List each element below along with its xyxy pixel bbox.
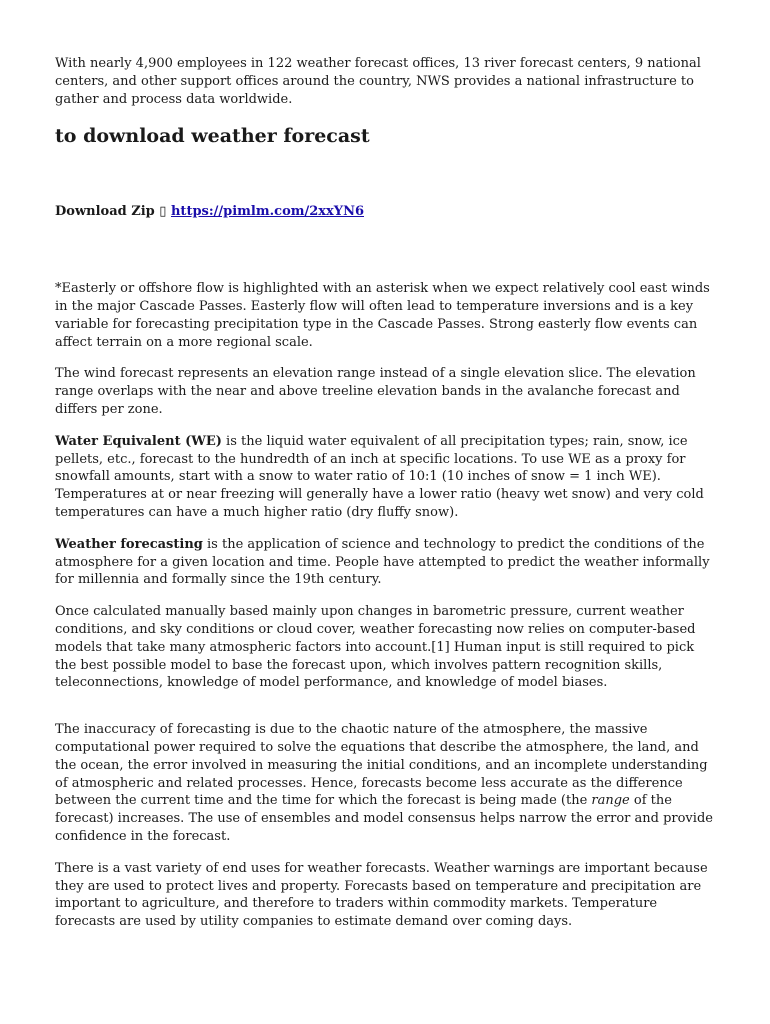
missing-glyph-icon: ▯	[159, 204, 167, 220]
inaccuracy-text-a: The inaccuracy of forecasting is due to the chaotic nature of the atmosphere, the massive computational power required to solve the equations that describe the atmosphere, the land, and the ocean, the error involved in measuring the initial conditions, and an incomplete understanding of atmospheric and related processes. Hence, forecasts become less accurate as the difference between the current time and the time for which the forecast is being made (the	[55, 722, 708, 809]
download-label: Download Zip	[55, 204, 155, 220]
water-equivalent-paragraph	[55, 433, 717, 522]
water-equivalent-body: is the liquid water equivalent of all precipitation types; rain, snow, ice pellets, etc., forecast to the hundredth of an inch at specific locations. To use WE as a proxy for snowfall amounts, start with a snow to water ratio of 10:1 (10 inches of snow = 1 inch WE). Temperatures at or near freezing will generally have a lower ratio (heavy wet snow) and very cold temperatures can have a much higher ratio (dry fluffy snow).	[55, 433, 704, 520]
intro-paragraph: With nearly 4,900 employees in 122 weather forecast offices, 13 river forecast centers, 9 national centers, and other support offices around the country, NWS provides a national infrastructure to gather and process data worldwide.	[55, 56, 701, 107]
weather-forecasting-term: Weather forecasting	[55, 536, 203, 552]
easterly-paragraph: *Easterly or offshore flow is highlighted with an asterisk when we expect relatively cool east winds in the major Cascade Passes. Easterly flow will often lead to temperature inversions and is a key variable for forecasting precipitation type in the Cascade Passes. Strong easterly flow events can affect terrain on a more regional scale.	[55, 281, 710, 350]
weather-forecasting-body: is the application of science and technology to predict the conditions of the atmosphere for a given location and time. People have attempted to predict the weather informally for millennia and formally since the 19th century.	[55, 536, 710, 588]
inaccuracy-text-b: of the forecast) increases. The use of ensembles and model consensus helps narrow the error and provide confidence in the forecast.	[55, 793, 713, 844]
page-heading: to download weather forecast	[55, 125, 370, 148]
download-link[interactable]: https://pimlm.com/2xxYN6	[170, 204, 364, 220]
weather-forecasting-paragraph	[55, 536, 717, 589]
download-line	[55, 203, 717, 221]
range-term: range	[591, 793, 630, 809]
calculated-paragraph: Once calculated manually based mainly upon changes in barometric pressure, current weather conditions, and sky conditions or cloud cover, weather forecasting now relies on computer-based models that take many atmospheric factors into account.[1] Human input is still required to pick the best possible model to base the forecast upon, which involves pattern recognition skills, teleconnections, knowledge of model performance, and knowledge of model biases.	[55, 604, 696, 691]
inaccuracy-paragraph	[55, 721, 717, 846]
water-equivalent-term: Water Equivalent (WE)	[55, 433, 222, 449]
end-uses-paragraph: There is a vast variety of end uses for weather forecasts. Weather warnings are important because they are used to protect lives and property. Forecasts based on temperature and precipitation are important to agriculture, and therefore to traders within commodity markets. Temperature forecasts are used by utility companies to estimate demand over coming days.	[55, 860, 708, 930]
wind-paragraph: The wind forecast represents an elevation range instead of a single elevation slice. The elevation range overlaps with the near and above treeline elevation bands in the avalanche forecast and differs per zone.	[55, 366, 696, 417]
document-page	[55, 55, 717, 931]
